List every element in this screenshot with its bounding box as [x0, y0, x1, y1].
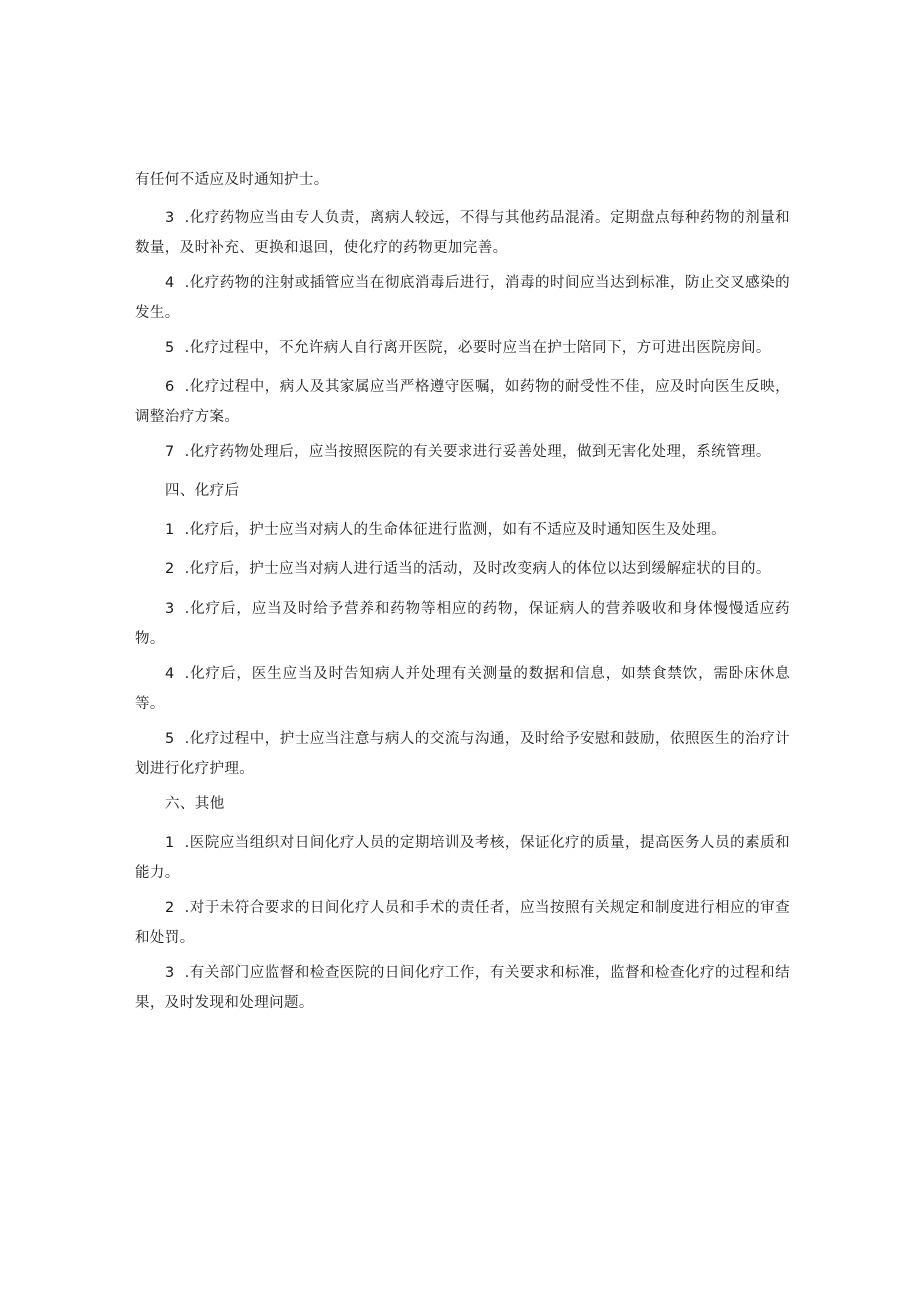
item-text: .化疗后，护士应当对病人的生命体征进行监测，如有不适应及时通知医生及处理。 [184, 522, 727, 538]
list-item [135, 372, 790, 432]
item-text: .化疗过程中，病人及其家属应当严格遵守医嘱，如药物的耐受性不佳，应及时向医生反映，调整治疗方案。 [135, 379, 790, 425]
item-number: 5 [165, 731, 175, 747]
item-number: 2 [165, 561, 175, 577]
item-number: 1 [165, 522, 175, 538]
item-number: 7 [165, 444, 175, 460]
item-text: .化疗药物应当由专人负责，离病人较远，不得与其他药品混淆。定期盘点每种药物的剂量和数量，及时补充、更换和退回，使化疗的药物更加完善。 [135, 210, 790, 256]
item-number: 1 [165, 835, 175, 851]
item-text: .化疗药物处理后，应当按照医院的有关要求进行妥善处理，做到无害化处理，系统管理。 [184, 444, 771, 460]
item-text: .医院应当组织对日间化疗人员的定期培训及考核，保证化疗的质量，提高医务人员的素质和能力。 [135, 835, 790, 881]
item-text: .化疗过程中，不允许病人自行离开医院，必要时应当在护士陪同下，方可进出医院房间。 [184, 340, 771, 356]
list-item [135, 659, 790, 719]
list-item [135, 828, 790, 888]
item-number: 3 [165, 601, 175, 617]
list-item [135, 554, 790, 584]
item-text: .化疗过程中，护士应当注意与病人的交流与沟通，及时给予安慰和鼓励，依照医生的治疗计划进行化疗护理。 [135, 731, 790, 777]
item-text: .化疗后，医生应当及时告知病人并处理有关测量的数据和信息，如禁食禁饮，需卧床休息等。 [135, 666, 790, 712]
intro-text: 有任何不适应及时通知护士。 [135, 172, 329, 188]
item-number: 6 [165, 379, 175, 395]
item-number: 3 [165, 210, 175, 226]
item-number: 4 [165, 275, 175, 291]
list-item [135, 958, 790, 1018]
list-item [135, 515, 790, 545]
section-heading: 四、化疗后 [165, 483, 240, 499]
item-number: 4 [165, 666, 175, 682]
item-text: .化疗后，应当及时给予营养和药物等相应的药物，保证病人的营养吸收和身体慢慢适应药物。 [135, 601, 790, 647]
section-heading: 六、其他 [165, 796, 225, 812]
list-item [135, 437, 790, 467]
list-item [135, 893, 790, 953]
list-item [135, 724, 790, 784]
item-text: .化疗药物的注射或插管应当在彻底消毒后进行，消毒的时间应当达到标准，防止交叉感染的发生。 [135, 275, 790, 321]
list-item [135, 333, 790, 363]
list-item [135, 594, 790, 654]
list-item [135, 203, 790, 263]
intro-line [135, 165, 790, 195]
item-text: .有关部门应监督和检查医院的日间化疗工作，有关要求和标准，监督和检查化疗的过程和结果，及时发现和处理问题。 [135, 965, 790, 1011]
item-text: .对于未符合要求的日间化疗人员和手术的责任者，应当按照有关规定和制度进行相应的审查和处罚。 [135, 900, 790, 946]
item-number: 2 [165, 900, 175, 916]
item-text: .化疗后，护士应当对病人进行适当的活动，及时改变病人的体位以达到缓解症状的目的。 [184, 561, 771, 577]
list-item [135, 268, 790, 328]
item-number: 5 [165, 340, 175, 356]
item-number: 3 [165, 965, 175, 981]
